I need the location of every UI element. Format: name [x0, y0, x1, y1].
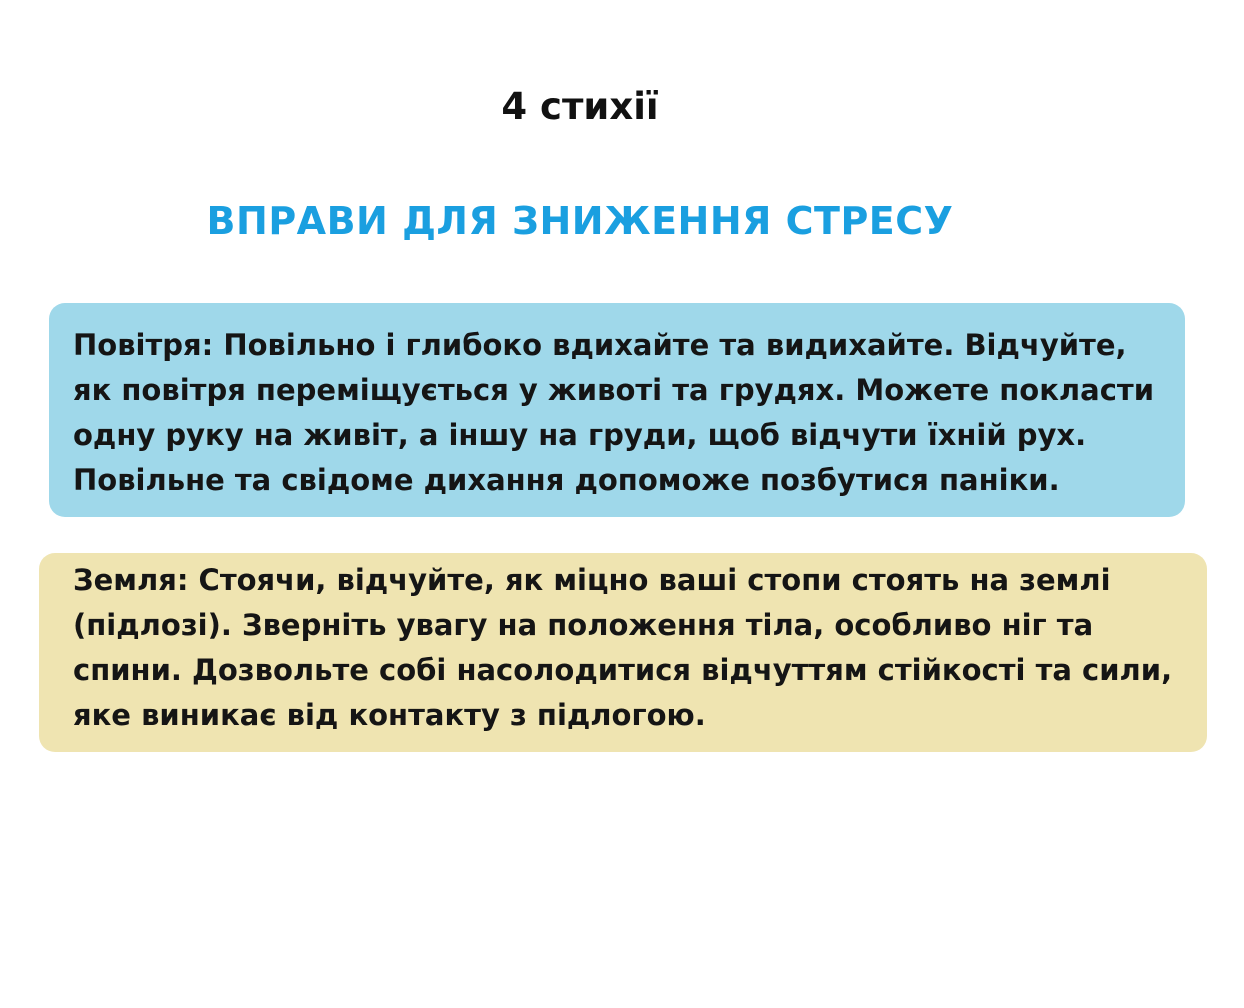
- air-exercise-text: Повітря: Повільно і глибоко вдихайте та видихайте. Відчуйте, як повітря переміщується у животі та грудях. Можете покласти одну руку на живіт, а іншу на груди, щоб відчути їхній рух. Повільне та свідоме дихання допоможе позбутися паніки.: [73, 328, 1155, 497]
- earth-exercise-card: [39, 553, 1207, 752]
- air-exercise-card: [49, 303, 1185, 517]
- earth-exercise-text: Земля: Стоячи, відчуйте, як міцно ваші стопи стоять на землі (підлозі). Зверніть увагу на положення тіла, особливо ніг та спини. Дозвольте собі насолодитися відчуттям стійкості та сили, яке виникає від контакту з підлогою.: [73, 563, 1173, 732]
- page-subtitle: ВПРАВИ ДЛЯ ЗНИЖЕННЯ СТРЕСУ: [206, 199, 954, 243]
- page-title: 4 стихії: [501, 85, 659, 128]
